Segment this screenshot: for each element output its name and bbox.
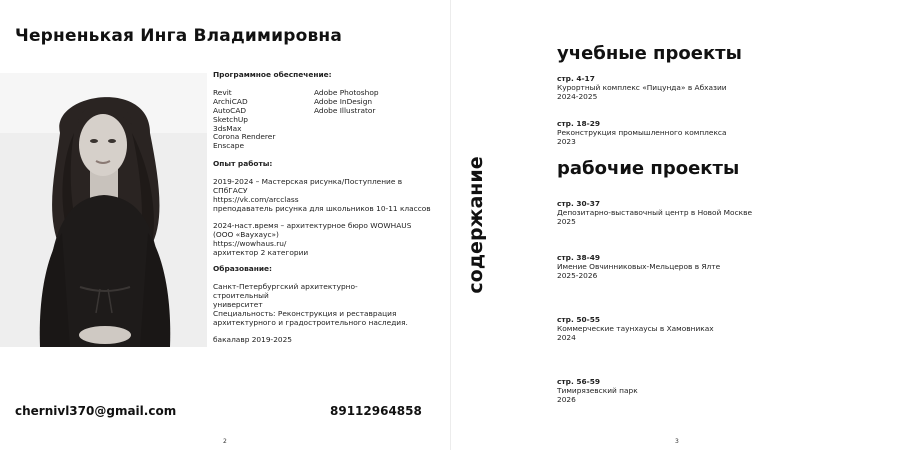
page-number-left: 2 xyxy=(223,438,227,445)
page-number-right: 3 xyxy=(675,438,679,445)
project-entry[interactable] xyxy=(557,75,887,102)
software-item: Revit xyxy=(213,87,232,97)
contents-vertical-title: содержание xyxy=(465,156,487,294)
education-line: строительный xyxy=(213,291,269,301)
software-item: SketchUp xyxy=(213,114,249,124)
education-line: Санкт-Петербургский архитектурно- xyxy=(213,282,358,292)
job-line: СПбГАСУ xyxy=(213,186,248,196)
software-item: AutoCAD xyxy=(213,105,247,115)
page-divider xyxy=(450,0,451,450)
project-entry[interactable] xyxy=(557,378,887,405)
project-entry[interactable] xyxy=(557,200,887,227)
software-item: Enscape xyxy=(213,141,245,151)
software-heading: Программное обеспечение: xyxy=(213,70,332,79)
cv-info xyxy=(213,71,445,345)
software-item: ArchiCAD xyxy=(213,96,248,106)
project-pages: стр. 30-37 xyxy=(557,199,600,208)
job-line: (ООО «Ваухаус») xyxy=(213,229,279,239)
project-years: 2025 xyxy=(557,216,576,226)
project-entry[interactable] xyxy=(557,316,887,343)
project-entry[interactable] xyxy=(557,254,887,281)
email-contact[interactable]: chernivl370@gmail.com xyxy=(15,404,177,418)
project-pages: стр. 38-49 xyxy=(557,253,600,262)
project-years: 2023 xyxy=(557,136,576,146)
education-line: архитектурного и градостроительного наследия. xyxy=(213,317,408,327)
job-line: преподаватель рисунка для школьников 10-11 классов xyxy=(213,203,431,213)
job-line: 2024-наст.время – архитектурное бюро WOWHAUS xyxy=(213,220,412,230)
project-years: 2025-2026 xyxy=(557,270,598,280)
job-line: 2019-2024 – Мастерская рисунка/Поступление в xyxy=(213,177,403,187)
project-name: Имение Овчинниковых-Мельцеров в Ялте xyxy=(557,261,721,271)
software-item: Adobe Illustrator xyxy=(314,105,376,115)
project-pages: стр. 4-17 xyxy=(557,74,595,83)
project-years: 2024-2025 xyxy=(557,91,598,101)
software-item: Adobe Photoshop xyxy=(314,87,379,97)
project-name: Реконструкция промышленного комплекса xyxy=(557,127,727,137)
software-item: Corona Renderer xyxy=(213,132,276,142)
job-line: архитектор 2 категории xyxy=(213,247,309,257)
phone-contact[interactable]: 89112964858 xyxy=(330,404,422,418)
education-heading: Образование: xyxy=(213,264,273,274)
software-item: 3dsMax xyxy=(213,123,242,133)
project-years: 2026 xyxy=(557,394,576,404)
project-pages: стр. 56-59 xyxy=(557,377,600,386)
project-name: Депозитарно-выставочный центр в Новой Москве xyxy=(557,207,753,217)
project-name: Коммерческие таунхаусы в Хамовниках xyxy=(557,323,714,333)
education-line: Специальность: Реконструкция и реставрация xyxy=(213,309,397,319)
project-name: Тимирязевский парк xyxy=(557,385,638,395)
software-list xyxy=(213,89,445,151)
section-title-study: учебные проекты xyxy=(557,43,742,64)
project-years: 2024 xyxy=(557,332,576,342)
project-pages: стр. 50-55 xyxy=(557,315,600,324)
software-item: Adobe InDesign xyxy=(314,96,373,106)
education-line: университет xyxy=(213,300,263,310)
section-title-work: рабочие проекты xyxy=(557,158,740,179)
project-entry[interactable] xyxy=(557,120,887,147)
project-name: Курортный комплекс «Пицунда» в Абхазии xyxy=(557,82,727,92)
experience-heading: Опыт работы: xyxy=(213,159,273,169)
education-degree: бакалавр 2019-2025 xyxy=(213,334,293,344)
job-link[interactable]: https://wowhaus.ru/ xyxy=(213,238,287,248)
job-link[interactable]: https://vk.com/arcclass xyxy=(213,194,299,204)
portrait-photo xyxy=(0,73,207,347)
project-pages: стр. 18-29 xyxy=(557,119,600,128)
author-name: Черненькая Инга Владимировна xyxy=(15,26,343,46)
